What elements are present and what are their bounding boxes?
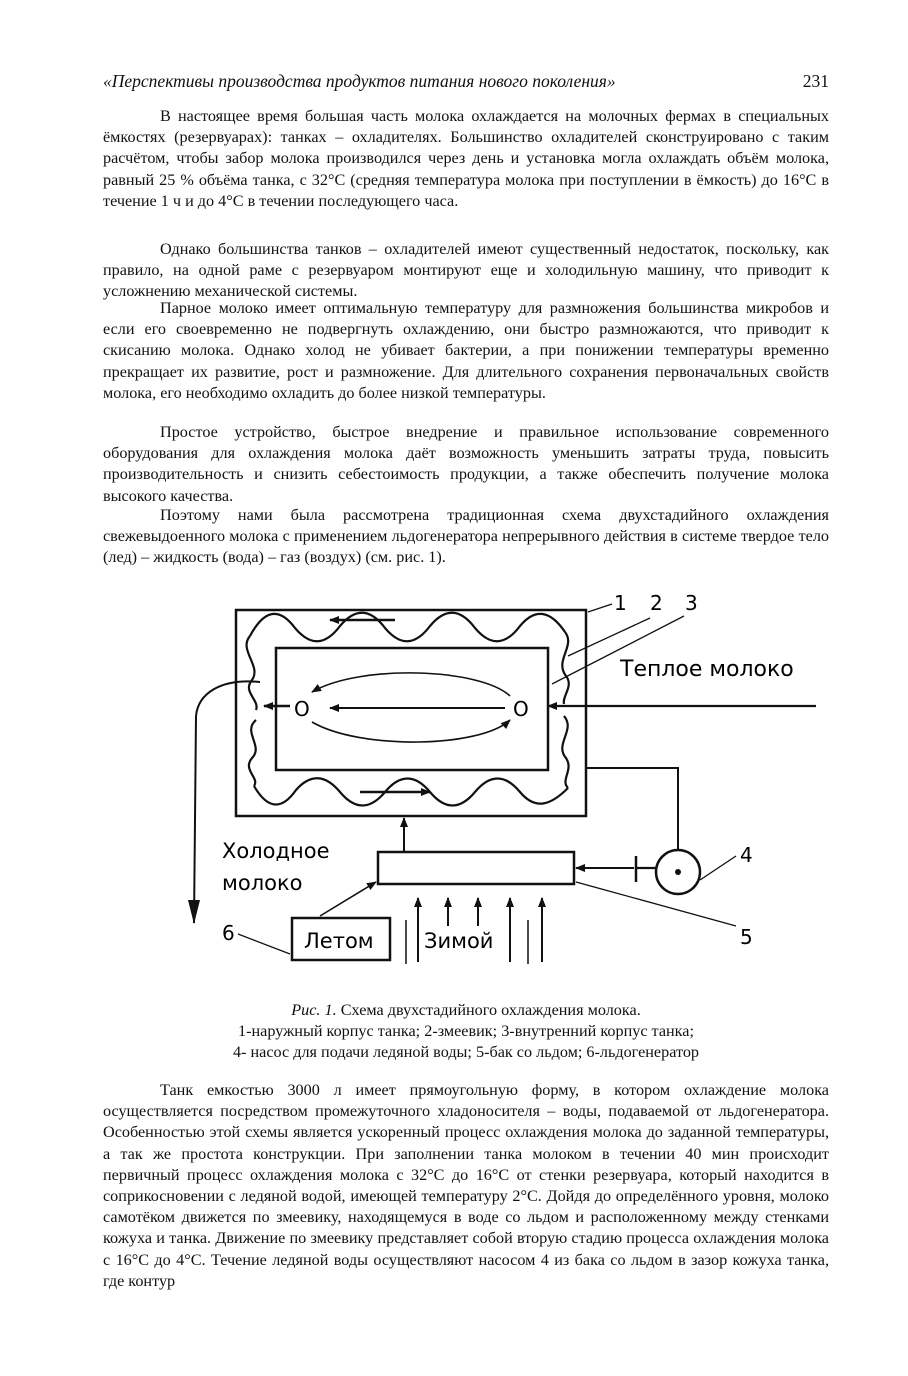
winter-label: Зимой <box>424 929 494 953</box>
coil-left <box>247 636 257 786</box>
paragraph-6: Танк емкостью 3000 л имеет прямоугольную форму, в котором охлаждение молока осуществляется посредством промежуточного хладоносителя – воды, подаваемой от льдогенератора. Особенностью этой схемы является ускоренный процесс охлаждения молока до заданной температуры, а так же простота конструкции. При заполнении танка молоком в течении 40 мин происходит первичный процесс охлаждения молока с 32°С до 16°С от стенки резервуара, который находится в соприкосновении с ледяной водой, имеющей температуру 2°С. Дойдя до определённого уровня, молоко самотёком движется по змеевику, находящемуся в воде со льдом и расположенному между стенками кожуха и танка. Движение по змеевику представляет собой вторую стадию процесса охлаждения молока с 16°С до 4°С. Течение ледяной воды осуществляют насосом 4 из бака со льдом в зазор кожуха танка, где контур <box>103 1081 829 1290</box>
coil-top <box>250 613 565 642</box>
summer-label: Летом <box>304 929 374 953</box>
outlet-port-label: О <box>294 697 310 721</box>
callout-1: 1 <box>614 591 627 615</box>
running-title: «Перспективы производства продуктов питания нового поколения» <box>103 71 616 91</box>
cold-milk-label-line2: молоко <box>222 871 303 895</box>
callout-5-leader <box>576 882 736 926</box>
ice-generator-feed-line <box>320 882 376 916</box>
callout-4: 4 <box>740 843 753 867</box>
paragraph-1: В настоящее время большая часть молока охлаждается на молочных фермах в специальных ёмкостях (резервуарах): танках – охладителях. Большинство охладителей сконструировано с таким расчётом, чтобы забор молока производился через день и установка могла охлаждать объём молока, равный 25 % объёма танка, с 32°С (средняя температура молока при поступлении в ёмкость) до 16°С в течение 1 ч и до 4°С в течении последующего часа. <box>103 107 829 210</box>
circulation-lower-arc <box>312 720 510 742</box>
paragraph-3: Парное молоко имеет оптимальную температуру для размножения большинства микробов и если его своевременно не подвергнуть охлаждению, они быстро размножаются, что приводит к скисанию молока. Однако холод не убивает бактерии, а при понижении температуры временно прекращает их развитие, рост и размножение. Для длительного сохранения первоначальных свойств молока, его необходимо охладить до более низкой температуры. <box>103 299 829 402</box>
inlet-port-label: О <box>513 697 529 721</box>
pump-center <box>675 869 681 875</box>
caption-legend-line-1: 1-наружный корпус танка; 2-змеевик; 3-внутренний корпус танка; <box>238 1022 694 1040</box>
warm-milk-label: Теплое молоко <box>620 657 794 682</box>
callout-6-leader <box>238 934 290 954</box>
running-header <box>103 70 829 92</box>
callout-3: 3 <box>685 591 698 615</box>
callout-2: 2 <box>650 591 663 615</box>
callout-5: 5 <box>740 925 753 949</box>
paragraph-5: Поэтому нами была рассмотрена традиционная схема двухстадийного охлаждения свежевыдоенного молока с применением льдогенератора непрерывного действия в системе твердое тело (лед) – жидкость (вода) – газ (воздух) (см. рис. 1). <box>103 506 829 567</box>
figure-caption <box>103 1000 829 1063</box>
tank-return-line <box>586 768 678 850</box>
cooling-scheme-figure <box>180 588 840 988</box>
caption-title-line <box>103 1000 829 1021</box>
paragraph-2: Однако большинства танков – охладителей имеют существенный недостаток, поскольку, как правило, на одной раме с резервуаром монтируют еще и холодильную машину, что приводит к усложнению механической системы. <box>103 240 829 301</box>
cold-milk-arrowhead <box>188 900 200 924</box>
cooling-scheme-diagram <box>180 588 840 988</box>
callout-6: 6 <box>222 921 235 945</box>
paragraph-4: Простое устройство, быстрое внедрение и правильное использование современного оборудования для охлаждения молока даёт возможность уменьшить затраты труда, повысить производительность и снизить себестоимость продукции, а также обеспечить получение молока высокого качества. <box>103 423 829 505</box>
caption-title: Схема двухстадийного охлаждения молока. <box>340 1001 641 1019</box>
callout-2-leader <box>568 618 650 656</box>
circulation-upper-arc <box>312 673 510 696</box>
caption-legend-line-2: 4- насос для подачи ледяной воды; 5-бак со льдом; 6-льдогенератор <box>232 1043 700 1061</box>
callout-4-leader <box>700 856 736 880</box>
cold-milk-label-line1: Холодное <box>222 839 330 863</box>
page-number: 231 <box>802 71 829 91</box>
ice-tank <box>378 852 574 884</box>
caption-figure-label: Рис. 1. <box>291 1001 337 1019</box>
callout-1-leader <box>588 604 612 612</box>
